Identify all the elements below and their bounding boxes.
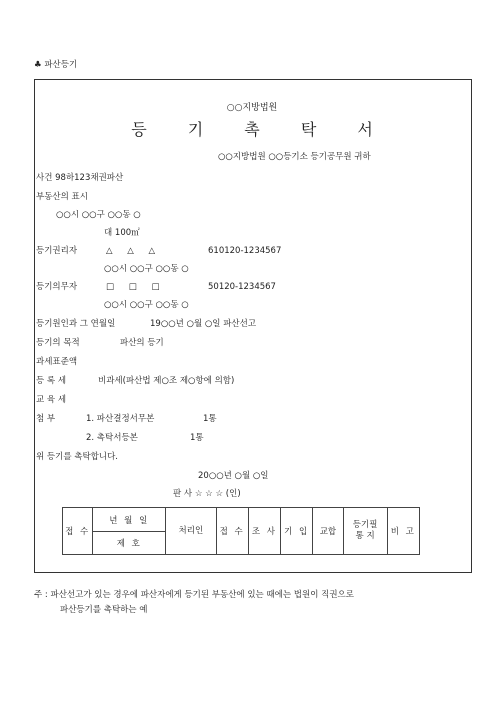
cause-label: 등기원인과 그 연월일 [36,319,116,329]
property-area: 대 100㎡ [104,228,140,238]
obligor-label: 등기의무자 [36,282,78,292]
property-address: ○○시 ○○구 ○○동 ○ [56,210,141,220]
attachment-label: 첨 부 [36,414,56,424]
attachment-2: 2. 촉탁서등본 [86,433,138,443]
case-number: 사건 98하123채권파산 [36,173,124,183]
tax-base-label: 과세표준액 [36,357,78,367]
right-holder-id: 610120-1234567 [208,246,282,256]
col-receipt: 접 수 [216,508,248,555]
judge-signature: 판 사 ☆ ☆ ☆ (인) [173,489,241,499]
cause-value: 19○○년 ○월 ○일 파산선고 [150,319,257,329]
attachment-1-qty: 1통 [203,414,217,424]
processing-table [62,507,420,555]
obligor-id: 50120-1234567 [208,282,276,292]
section-label: ♣ 파산등기 [34,60,78,70]
obligor-name: □ □ □ [106,282,166,292]
attachment-2-qty: 1통 [190,433,204,443]
education-tax-label: 교 육 세 [36,395,67,405]
registration-tax-label: 등 록 세 [36,376,67,386]
purpose-value: 파산의 등기 [120,338,164,348]
recipient-line: ○○지방법원 ○○등기소 등기공무원 귀하 [218,152,371,162]
attachment-1: 1. 파산결정서무본 [86,414,155,424]
property-label: 부동산의 표시 [36,192,88,202]
date-line: 20○○년 ○월 ○일 [198,471,269,481]
obligor-address: ○○시 ○○구 ○○동 ○ [104,300,189,310]
right-holder-name: △ △ △ [106,246,162,256]
date-header: 년 월 일 [93,508,166,532]
registration-tax-value: 비과세(파산법 제○조 제○항에 의함) [98,376,235,386]
processor-header: 처리인 [166,508,216,555]
col-check: 교합 [313,508,343,555]
number-cell: 제 호 [93,532,166,555]
footnote-line-2: 파산등기를 촉탁하는 예 [60,605,148,615]
purpose-label: 등기의 목적 [36,338,80,348]
footnote-line-1: 주 : 파산선고가 있는 경우에 파산자에게 등기된 부동산에 있는 때에는 법원이 직권으로 [34,590,354,600]
col-investigation: 조 사 [248,508,280,555]
right-holder-address: ○○시 ○○구 ○○동 ○ [104,264,189,274]
right-holder-label: 등기권리자 [36,246,78,256]
col-entry: 기 입 [281,508,313,555]
col-remarks: 비 고 [387,508,419,555]
request-text: 위 등기를 촉탁합니다. [36,452,119,462]
court-name: ○○지방법원 [226,103,278,113]
col-notice: 등기필 통 지 [343,508,387,555]
document-title: 등 기 촉 탁 서 [131,120,391,139]
receipt-header: 접 수 [63,508,93,555]
